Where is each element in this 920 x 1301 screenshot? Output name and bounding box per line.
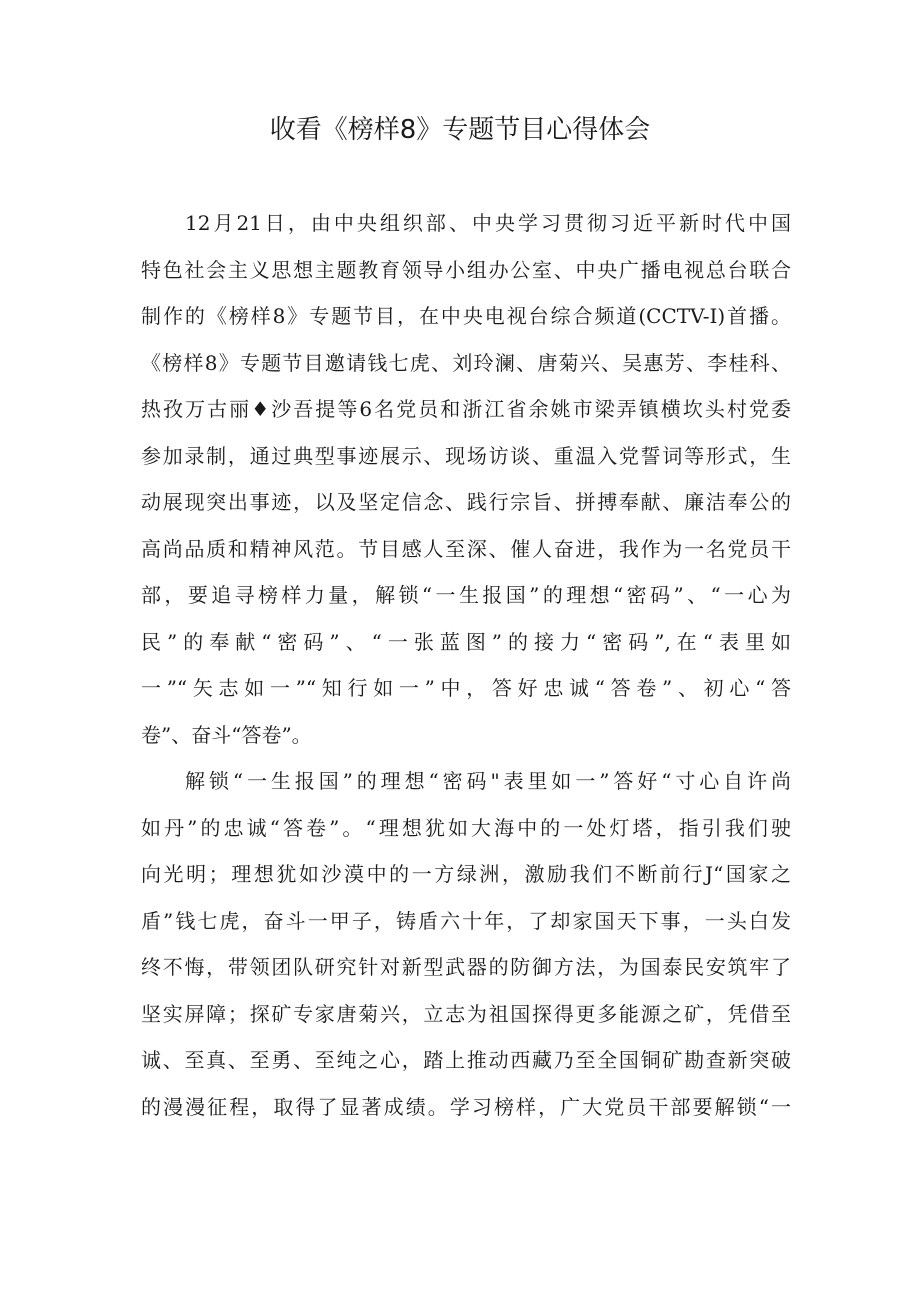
paragraph-line: 高尚品质和精神风范。节目感人至深、催人奋进，我作为一名党员干 [141, 536, 791, 561]
paragraph-line: 参加录制，通过典型事迹展示、现场访谈、重温入党誓词等形式，生 [141, 443, 791, 468]
paragraph-line: 坚实屏障；探矿专家唐菊兴，立志为祖国探得更多能源之矿，凭借至 [141, 1001, 791, 1026]
paragraph-line: 盾”钱七虎，奋斗一甲子，铸盾六十年，了却家国天下事，一头白发 [141, 908, 791, 933]
paragraph-line: 终不悔，带领团队研究针对新型武器的防御方法，为国泰民安筑牢了 [141, 955, 791, 979]
paragraph-line: 民”的奉献“密码”、“一张蓝图”的接力“密码”,在“表里如 [141, 629, 791, 654]
paragraph-1 [141, 200, 791, 758]
paragraph-line: 特色社会主义思想主题教育领导小组办公室、中央广播电视总台联合 [141, 257, 791, 282]
paragraph-line: 热孜万古丽♦沙吾提等6名党员和浙江省余姚市梁弄镇横坎头村党委 [141, 397, 791, 421]
paragraph-line: 动展现突出事迹，以及坚定信念、践行宗旨、拼搏奉献、廉洁奉公的 [141, 490, 791, 514]
document-title: 收看《榜样8》专题节目心得体会 [269, 115, 651, 145]
paragraph-2 [141, 758, 791, 1130]
paragraph-line: 卷”、奋斗“答卷”。 [141, 722, 312, 747]
paragraph-line: 解锁“一生报国”的理想“密码"表里如一”答好“寸心自许尚 [185, 769, 791, 793]
paragraph-line: 诚、至真、至勇、至纯之心，踏上推动西藏乃至全国铜矿勘查新突破 [141, 1048, 791, 1072]
paragraph-line: 如丹”的忠诚“答卷”。“理想犹如大海中的一处灯塔，指引我们驶 [141, 815, 791, 840]
paragraph-line: 制作的《榜样8》专题节目，在中央电视台综合频道(CCTV-I)首播。 [141, 304, 791, 328]
paragraph-line: 《榜样8》专题节目邀请钱七虎、刘玲澜、唐菊兴、吴惠芳、李桂科、 [141, 350, 791, 375]
paragraph-line: 向光明；理想犹如沙漠中的一方绿洲，激励我们不断前行J“国家之 [141, 862, 791, 886]
paragraph-line: 部，要追寻榜样力量，解锁“一生报国”的理想“密码”、“一心为 [141, 583, 791, 607]
paragraph-line: 一”“矢志如一”“知行如一”中，答好忠诚“答卷”、初心“答 [141, 676, 791, 700]
paragraph-line: 12月21日，由中央组织部、中央学习贯彻习近平新时代中国 [185, 211, 791, 235]
paragraph-line: 的漫漫征程，取得了显著成绩。学习榜样，广大党员干部要解锁“一 [141, 1094, 791, 1119]
